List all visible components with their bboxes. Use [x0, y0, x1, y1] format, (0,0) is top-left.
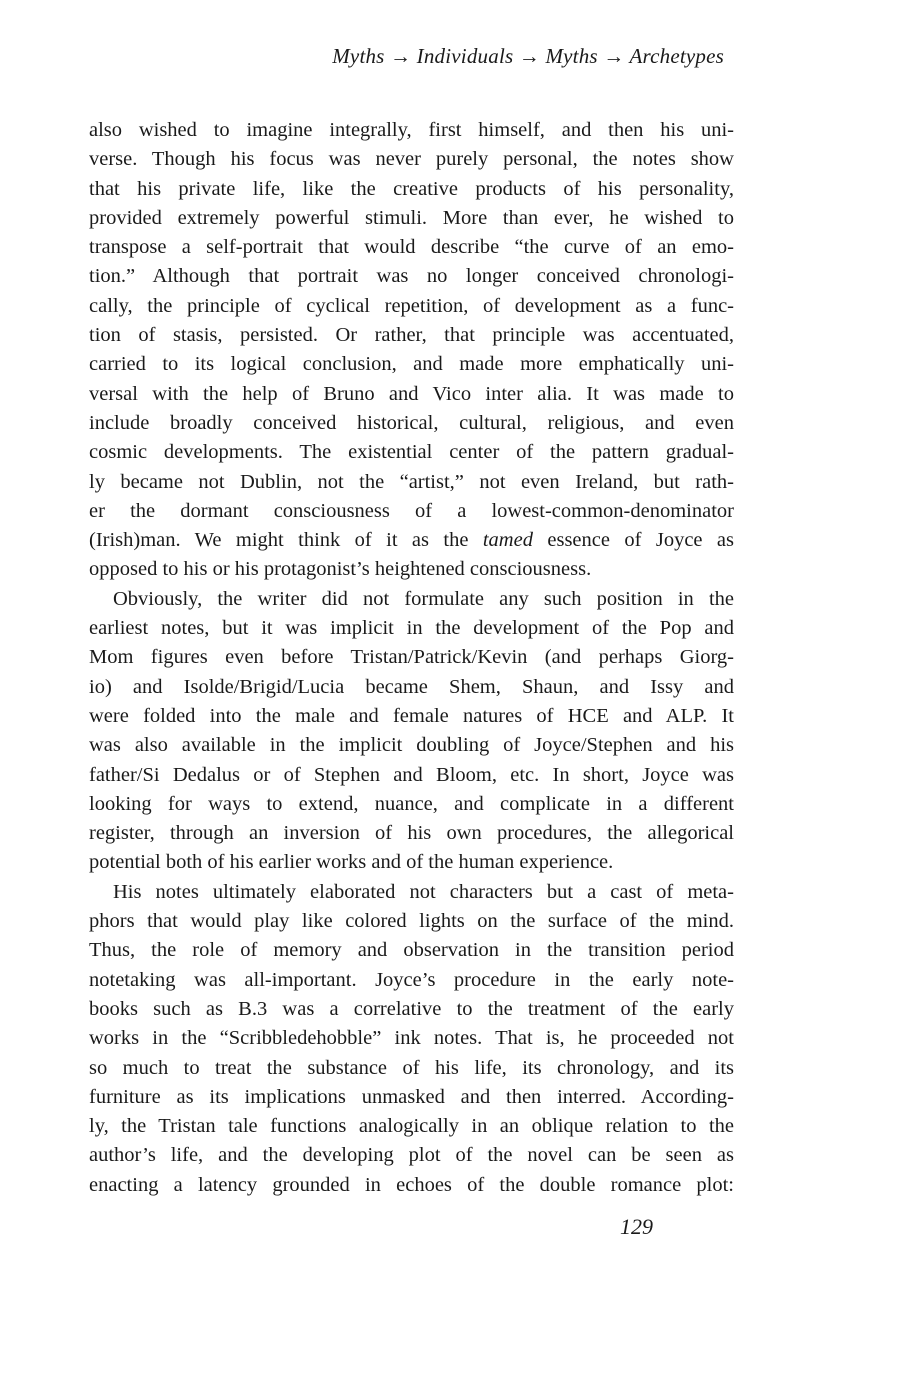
paragraph-3	[89, 878, 734, 1200]
text-line: looking for ways to extend, nuance, and complicate in a different	[89, 792, 734, 815]
paragraph-1	[89, 116, 734, 585]
text-line: tion of stasis, persisted. Or rather, that principle was accentuated,	[89, 324, 734, 347]
text-line: also wished to imagine integrally, first himself, and then his uni-	[89, 119, 734, 141]
text-line: transpose a self-portrait that would describe “the curve of an emo-	[89, 236, 734, 259]
emphasis: tamed	[482, 529, 533, 552]
page-number: 129	[620, 1214, 653, 1239]
text-line: works in the “Scribbledehobble” ink notes. That is, he proceeded not	[89, 1027, 734, 1050]
text-line: ly became not Dublin, not the “artist,” not even Ireland, but rath-	[89, 470, 734, 493]
text-line: furniture as its implications unmasked and then interred. According-	[89, 1085, 734, 1108]
text-line: phors that would play like colored lights on the surface of the mind.	[89, 910, 734, 933]
text-line: earliest notes, but it was implicit in the development of the Pop and	[89, 617, 734, 640]
text-line: carried to its logical conclusion, and made more emphatically uni-	[89, 353, 734, 376]
text-line: Obviously, the writer did not formulate any such position in the	[113, 587, 734, 610]
running-head: Myths → Individuals → Myths → Archetypes	[332, 44, 724, 68]
text-line: er the dormant consciousness of a lowest-common-denominator	[89, 499, 734, 522]
text-line: father/Si Dedalus or of Stephen and Bloom, etc. In short, Joyce was	[89, 763, 734, 786]
text-line-with-emphasis: (Irish)man. We might think of it as the tamed essence of Joyce as	[89, 529, 734, 552]
text-line: notetaking was all-important. Joyce’s procedure in the early note-	[89, 968, 734, 991]
text-line: Thus, the role of memory and observation in the transition period	[89, 939, 734, 962]
text-line: His notes ultimately elaborated not characters but a cast of meta-	[113, 880, 734, 903]
text-line: versal with the help of Bruno and Vico inter alia. It was made to	[89, 382, 734, 405]
text-line: enacting a latency grounded in echoes of the double romance plot:	[89, 1173, 734, 1196]
text-line: were folded into the male and female natures of HCE and ALP. It	[89, 704, 734, 727]
text-line: provided extremely powerful stimuli. More than ever, he wished to	[89, 206, 734, 229]
text-line: register, through an inversion of his own procedures, the allegorical	[89, 822, 734, 845]
text-line: io) and Isolde/Brigid/Lucia became Shem, Shaun, and Issy and	[89, 675, 734, 698]
text-line: that his private life, like the creative products of his personality,	[89, 177, 734, 200]
text-line: Mom figures even before Tristan/Patrick/Kevin (and perhaps Giorg-	[89, 646, 734, 669]
body-text	[89, 116, 734, 1200]
text-line: ly, the Tristan tale functions analogically in an oblique relation to the	[89, 1115, 734, 1138]
text-line: author’s life, and the developing plot of the novel can be seen as	[89, 1144, 734, 1167]
text-line: tion.” Although that portrait was no longer conceived chronologi-	[89, 265, 734, 288]
text-line: verse. Though his focus was never purely personal, the notes show	[89, 148, 734, 171]
text-line: was also available in the implicit doubling of Joyce/Stephen and his	[89, 734, 734, 757]
text-line: potential both of his earlier works and of the human experience.	[89, 851, 614, 874]
text-line: cally, the principle of cyclical repetition, of development as a func-	[89, 294, 734, 317]
text-line: include broadly conceived historical, cultural, religious, and even	[89, 411, 734, 434]
paragraph-2	[89, 585, 734, 878]
text-line: so much to treat the substance of his life, its chronology, and its	[89, 1056, 734, 1079]
text-line: cosmic developments. The existential center of the pattern gradual-	[89, 441, 734, 464]
text-line: books such as B.3 was a correlative to the treatment of the early	[89, 997, 734, 1020]
text-line: opposed to his or his protagonist’s heightened consciousness.	[89, 558, 592, 581]
